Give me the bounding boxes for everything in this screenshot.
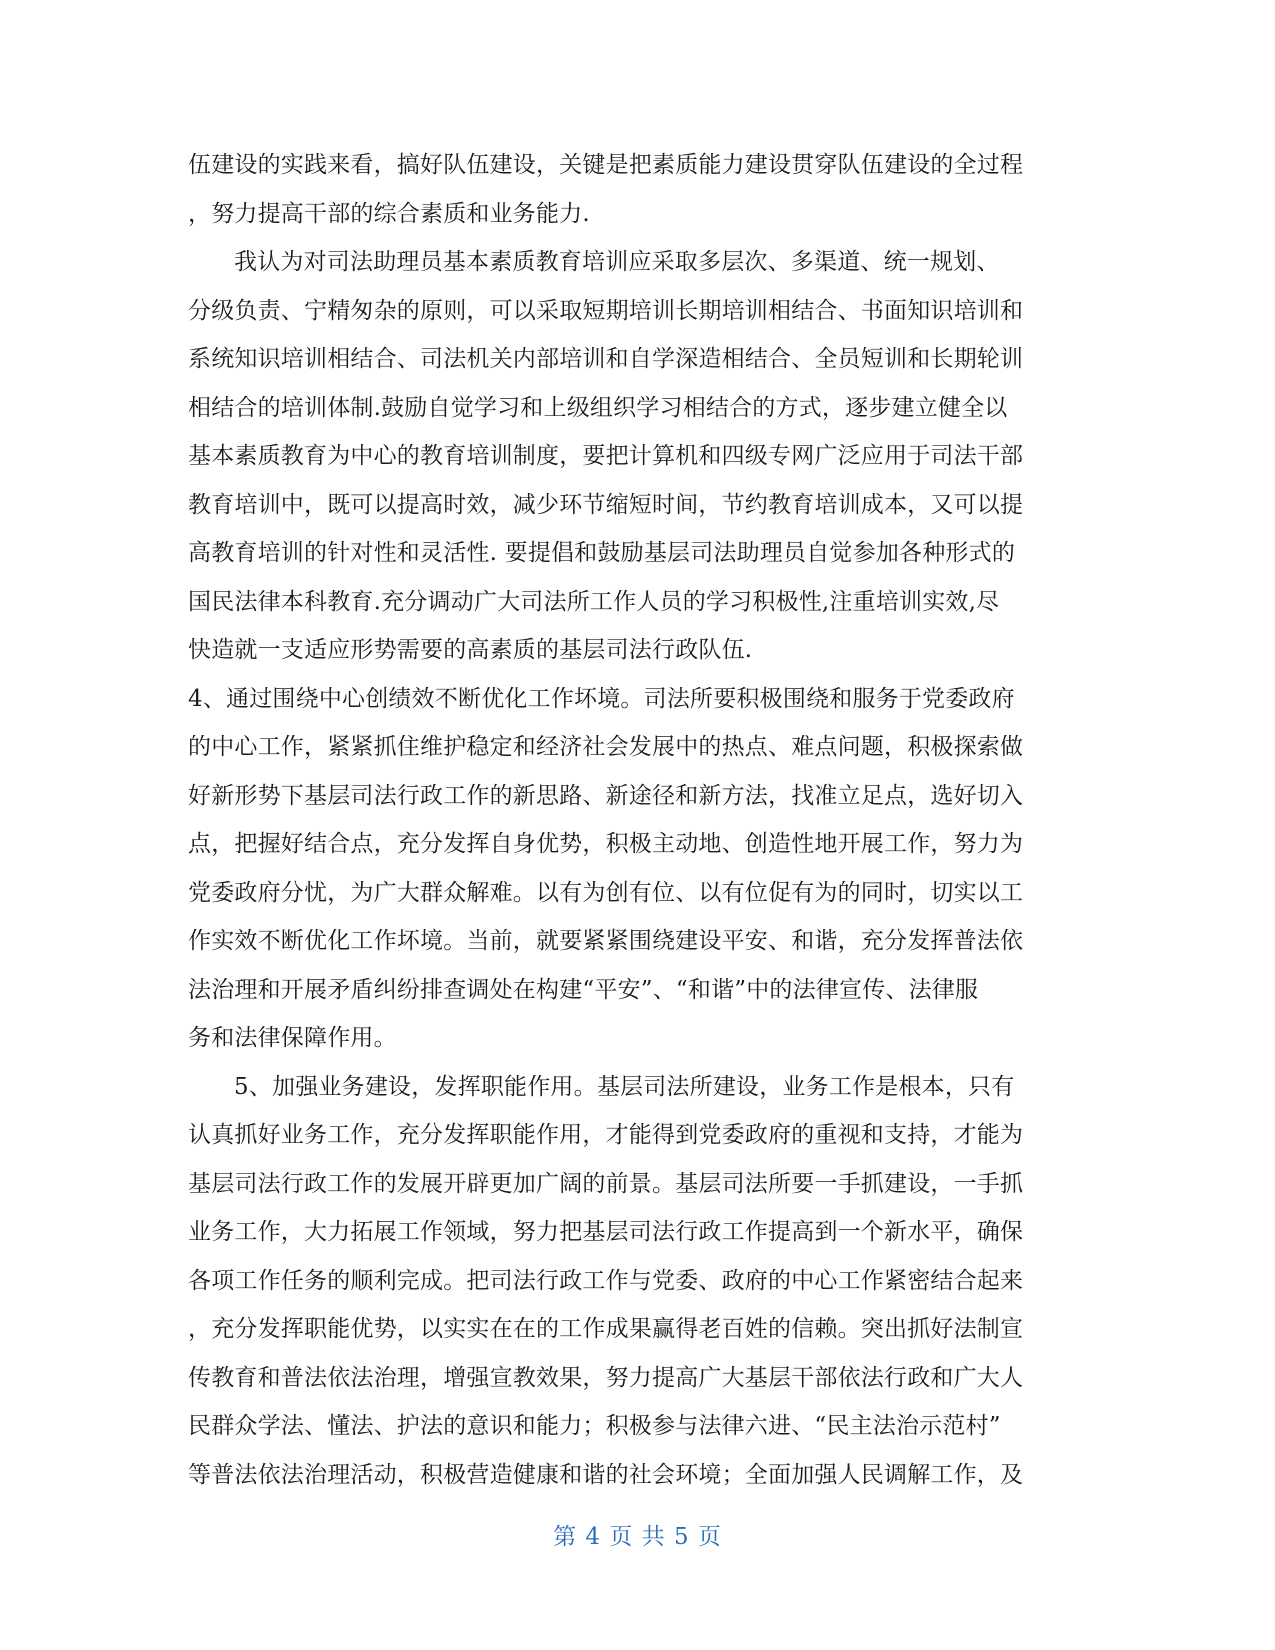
text-line: 相结合的培训体制.鼓励自觉学习和上级组织学习相结合的方式，逐步建立健全以: [188, 394, 1008, 421]
text-line: 快造就一支适应形势需要的高素质的基层司法行政队伍.: [188, 637, 753, 663]
text-line: 务和法律保障作用。: [188, 1025, 397, 1051]
text-line: 法治理和开展矛盾纠纷排查调处在构建“平安”、“和谐”中的法律宣传、法律服: [188, 976, 979, 1003]
text-line: 高教育培训的针对性和灵活性. 要提倡和鼓励基层司法助理员自觉参加各种形式的: [188, 540, 1016, 566]
text-line: 传教育和普法依法治理，增强宣教效果，努力提高广大基层干部依法行政和广大人: [188, 1364, 1024, 1391]
text-line: ，努力提高干部的综合素质和业务能力.: [188, 200, 590, 227]
text-line: 4、通过围绕中心创绩效不断优化工作坏境。司法所要积极围绕和服务于党委政府: [188, 685, 1015, 712]
text-line: 民群众学法、懂法、护法的意识和能力；积极参与法律六进、“民主法治示范村”: [188, 1413, 1001, 1439]
page-number-footer: 第 4 页 共 5 页: [553, 1524, 722, 1550]
text-line: 业务工作，大力拓展工作领域，努力把基层司法行政工作提高到一个新水平，确保: [188, 1219, 1024, 1245]
text-line: 基层司法行政工作的发展开辟更加广阔的前景。基层司法所要一手抓建设，一手抓: [188, 1170, 1024, 1197]
text-line: 等普法依法治理活动，积极营造健康和谐的社会环境；全面加强人民调解工作，及: [188, 1461, 1024, 1488]
text-line: 教育培训中，既可以提高时效，减少环节缩短时间，节约教育培训成本，又可以提: [188, 491, 1024, 518]
text-line: ，充分发挥职能优势，以实实在在的工作成果赢得老百姓的信赖。突出抓好法制宣: [188, 1316, 1024, 1342]
text-line: 点，把握好结合点，充分发挥自身优势，积极主动地、创造性地开展工作，努力为: [188, 831, 1024, 857]
text-line: 分级负责、宁精匆杂的原则，可以采取短期培训长期培训相结合、书面知识培训和: [188, 297, 1024, 324]
text-line: 基本素质教育为中心的教育培训制度，要把计算机和四级专网广泛应用于司法干部: [188, 443, 1024, 469]
text-line: 系统知识培训相结合、司法机关内部培训和自学深造相结合、全员短训和长期轮训: [188, 346, 1024, 372]
text-line: 我认为对司法助理员基本素质教育培训应采取多层次、多渠道、统一规划、: [234, 249, 1000, 275]
text-line: 国民法律本科教育.充分调动广大司法所工作人员的学习积极性,注重培训实效,尽: [188, 588, 1000, 615]
text-line: 作实效不断优化工作坏境。当前，就要紧紧围绕建设平安、和谐，充分发挥普法依: [188, 928, 1024, 954]
text-line: 伍建设的实践来看，搞好队伍建设，关键是把素质能力建设贯穿队伍建设的全过程: [188, 152, 1024, 178]
body-text: [188, 141, 1088, 1499]
text-line: 党委政府分忧，为广大群众解难。以有为创有位、以有位促有为的同时，切实以工: [188, 879, 1024, 906]
text-line: 各项工作任务的顺利完成。把司法行政工作与党委、政府的中心工作紧密结合起来: [188, 1267, 1024, 1294]
text-line: 的中心工作，紧紧抓住维护稳定和经济社会发展中的热点、难点问题，积极探索做: [188, 734, 1024, 760]
text-line: 认真抓好业务工作，充分发挥职能作用，才能得到党委政府的重视和支持，才能为: [188, 1122, 1024, 1148]
text-line: 好新形势下基层司法行政工作的新思路、新途径和新方法，找准立足点，选好切入: [188, 782, 1024, 809]
text-line: 5、加强业务建设，发挥职能作用。基层司法所建设，业务工作是根本，只有: [234, 1073, 1015, 1100]
